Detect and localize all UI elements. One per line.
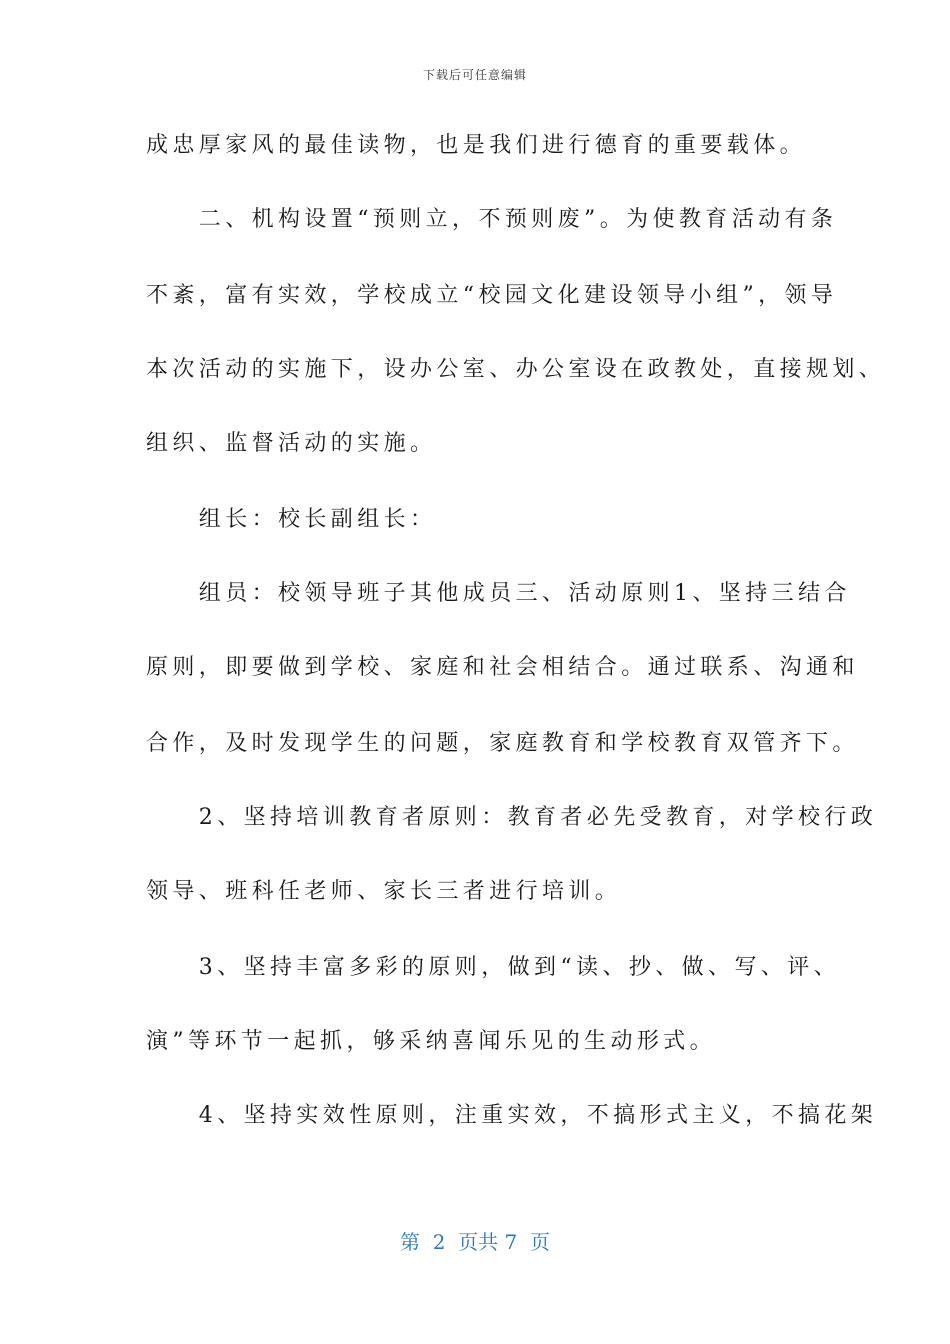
text-line: 组长：校长副组长：: [146, 507, 437, 532]
text-line: 合作，及时发现学生的问题，家庭教育和学校教育双管齐下。: [146, 731, 859, 756]
text-line: 3、坚持丰富多彩的原则，做到“读、抄、做、写、评、: [146, 955, 841, 980]
text-line: 本次活动的实施下，设办公室、办公室设在政教处，直接规划、: [146, 357, 886, 382]
text-line: 2、坚持培训教育者原则：教育者必先受教育，对学校行政: [146, 805, 878, 830]
text-line: 二、机构设置“预则立，不预则废”。为使教育活动有条: [146, 207, 838, 232]
text-line: 组员：校领导班子其他成员三、活动原则1、坚持三结合: [146, 581, 851, 606]
page-number: 第 2 页共 7 页: [400, 1230, 550, 1254]
page-header: 下载后可任意编辑: [422, 68, 527, 82]
text-line: 领导、班科任老师、家长三者进行培训。: [146, 879, 622, 904]
text-line: 成忠厚家风的最佳读物，也是我们进行德育的重要载体。: [146, 133, 807, 158]
text-line: 4、坚持实效性原则，注重实效，不搞形式主义，不搞花架: [146, 1103, 878, 1128]
text-line: 原则，即要做到学校、家庭和社会相结合。通过联系、沟通和: [146, 655, 859, 680]
text-line: 组织、监督活动的实施。: [146, 431, 437, 456]
text-line: 演”等环节一起抓，够采纳喜闻乐见的生动形式。: [146, 1029, 717, 1054]
text-line: 不紊，富有实效，学校成立“校园文化建设领导小组”，领导: [146, 283, 838, 308]
